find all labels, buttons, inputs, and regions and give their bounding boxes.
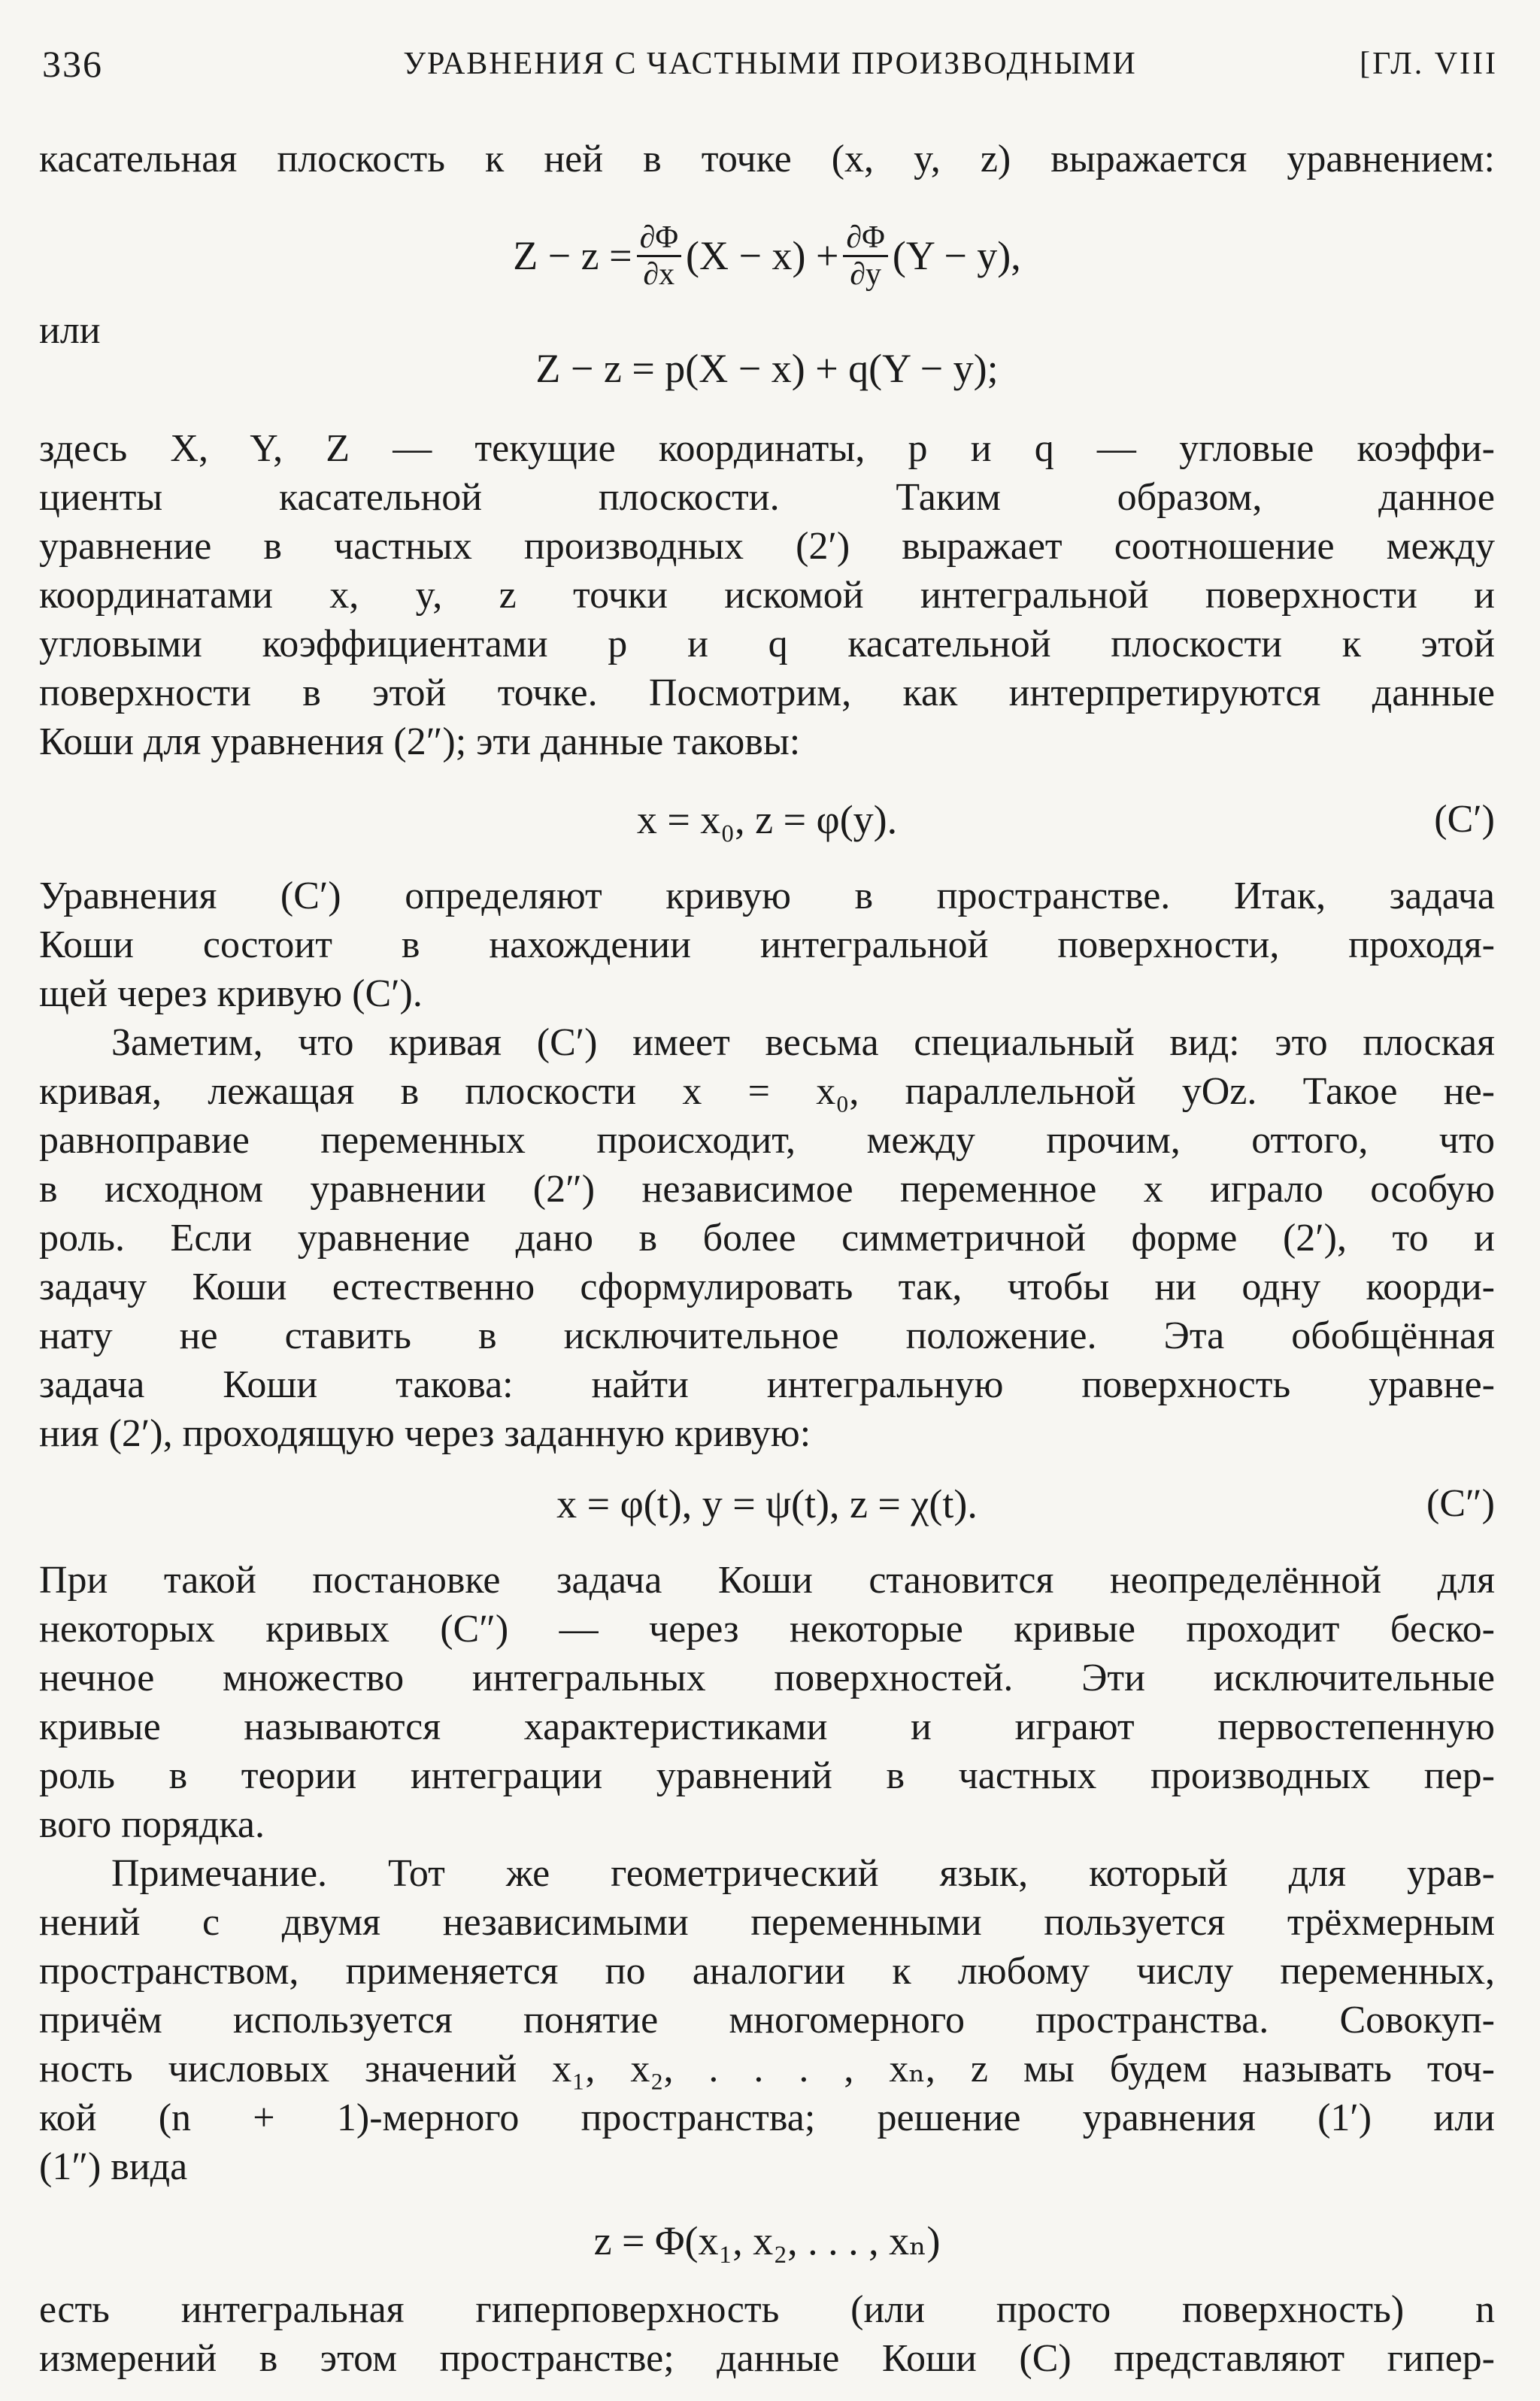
fraction [637, 220, 681, 292]
conjunction-ili: или [39, 309, 101, 352]
fraction-numerator: ∂Φ [637, 220, 681, 257]
fraction-denominator: ∂y [850, 256, 882, 292]
text-line: роль. Если уравнение дано в более симметричной форме (2′), то и [39, 1217, 1495, 1260]
fraction-numerator: ∂Φ [843, 220, 887, 257]
fraction-denominator: ∂x [643, 256, 675, 292]
equation-cauchy-data: x = x₀, z = φ(y). [636, 797, 898, 842]
text-line: вого порядка. [39, 1803, 265, 1846]
equation-hypersurface: z = Φ(x₁, x₂, . . . , xₙ) [593, 2218, 941, 2263]
equation-general-curve: x = φ(t), y = ψ(t), z = χ(t). [556, 1481, 978, 1526]
text-line: задачу Коши естественно сформулировать так, чтобы ни одну коорди- [39, 1266, 1495, 1308]
text-line: касательная плоскость к ней в точке (x, y, z) выражается уравнением: [39, 138, 1495, 180]
text-line: пространством, применяется по аналогии к любому числу переменных, [39, 1950, 1495, 1993]
text-line: кривая, лежащая в плоскости x = x₀, параллельной yOz. Такое не- [39, 1070, 1495, 1113]
text-line: щей через кривую (C′). [39, 972, 423, 1015]
fraction [843, 220, 887, 292]
text-line: ность числовых значений x₁, x₂, . . . , xₙ, z мы будем называть точ- [39, 2048, 1495, 2090]
page-header [42, 30, 1498, 98]
text-line: (1″) вида [39, 2145, 188, 2188]
running-title: УРАВНЕНИЯ С ЧАСТНЫМИ ПРОИЗВОДНЫМИ [403, 47, 1137, 81]
text-line: Уравнения (C′) определяют кривую в пространстве. Итак, задача [39, 875, 1495, 917]
chapter-label: [ГЛ. VIII [1360, 47, 1498, 81]
text-line: циенты касательной плоскости. Таким образом, данное [39, 476, 1495, 519]
equation-tangent-plane-partial [39, 203, 1495, 308]
equation-part: Z − z = [513, 233, 632, 278]
text-line: нату не ставить в исключительное положение. Эта обобщённая [39, 1314, 1495, 1357]
equation-label: (C″) [1426, 1482, 1495, 1525]
text-line: есть интегральная гиперповерхность (или просто поверхность) n [39, 2288, 1495, 2331]
text-line: Коши состоит в нахождении интегральной поверхности, проходя- [39, 923, 1495, 966]
equation-part: (X − x) + [686, 233, 839, 278]
text-line: кой (n + 1)-мерного пространства; решение уравнения (1′) или [39, 2096, 1495, 2139]
paragraph-first-line: Примечание. Тот же геометрический язык, который для урав- [111, 1852, 1495, 1895]
text-line: нений с двумя независимыми переменными пользуется трёхмерным [39, 1901, 1495, 1944]
equation-part: (Y − y), [892, 233, 1021, 278]
text-line: задача Коши такова: найти интегральную поверхность уравне- [39, 1363, 1495, 1406]
page-number: 336 [42, 43, 103, 85]
text-line: уравнение в частных производных (2′) выражает соотношение между [39, 525, 1495, 568]
text-line: роль в теории интеграции уравнений в частных производных пер- [39, 1754, 1495, 1797]
text-line: Коши для уравнения (2″); эти данные таковы: [39, 720, 801, 763]
text-line: здесь X, Y, Z — текущие координаты, p и q — угловые коэффи- [39, 427, 1495, 470]
text-line: причём используется понятие многомерного пространства. Совокуп- [39, 1999, 1495, 2042]
text-line: равноправие переменных происходит, между прочим, оттого, что [39, 1119, 1495, 1162]
text-line: При такой постановке задача Коши становится неопределённой для [39, 1559, 1495, 1602]
text-line: некоторых кривых (C″) — через некоторые кривые проходит беско- [39, 1608, 1495, 1651]
text-line: кривые называются характеристиками и играют первостепенную [39, 1705, 1495, 1748]
equation-tangent-plane-pq: Z − z = p(X − x) + q(Y − y); [535, 346, 999, 391]
text-line: поверхности в этой точке. Посмотрим, как интерпретируются данные [39, 671, 1495, 714]
text-line: ния (2′), проходящую через заданную кривую: [39, 1412, 811, 1455]
text-line: угловыми коэффициентами p и q касательной плоскости к этой [39, 623, 1495, 665]
text-line: измерений в этом пространстве; данные Коши (C) представляют гипер- [39, 2337, 1495, 2380]
text-line: нечное множество интегральных поверхностей. Эти исключительные [39, 1657, 1495, 1699]
equation-label: (C′) [1434, 798, 1495, 841]
text-line: в исходном уравнении (2″) независимое переменное x играло особую [39, 1168, 1495, 1211]
paragraph-first-line: Заметим, что кривая (C′) имеет весьма специальный вид: это плоская [111, 1021, 1495, 1064]
text-line: координатами x, y, z точки искомой интегральной поверхности и [39, 574, 1495, 617]
